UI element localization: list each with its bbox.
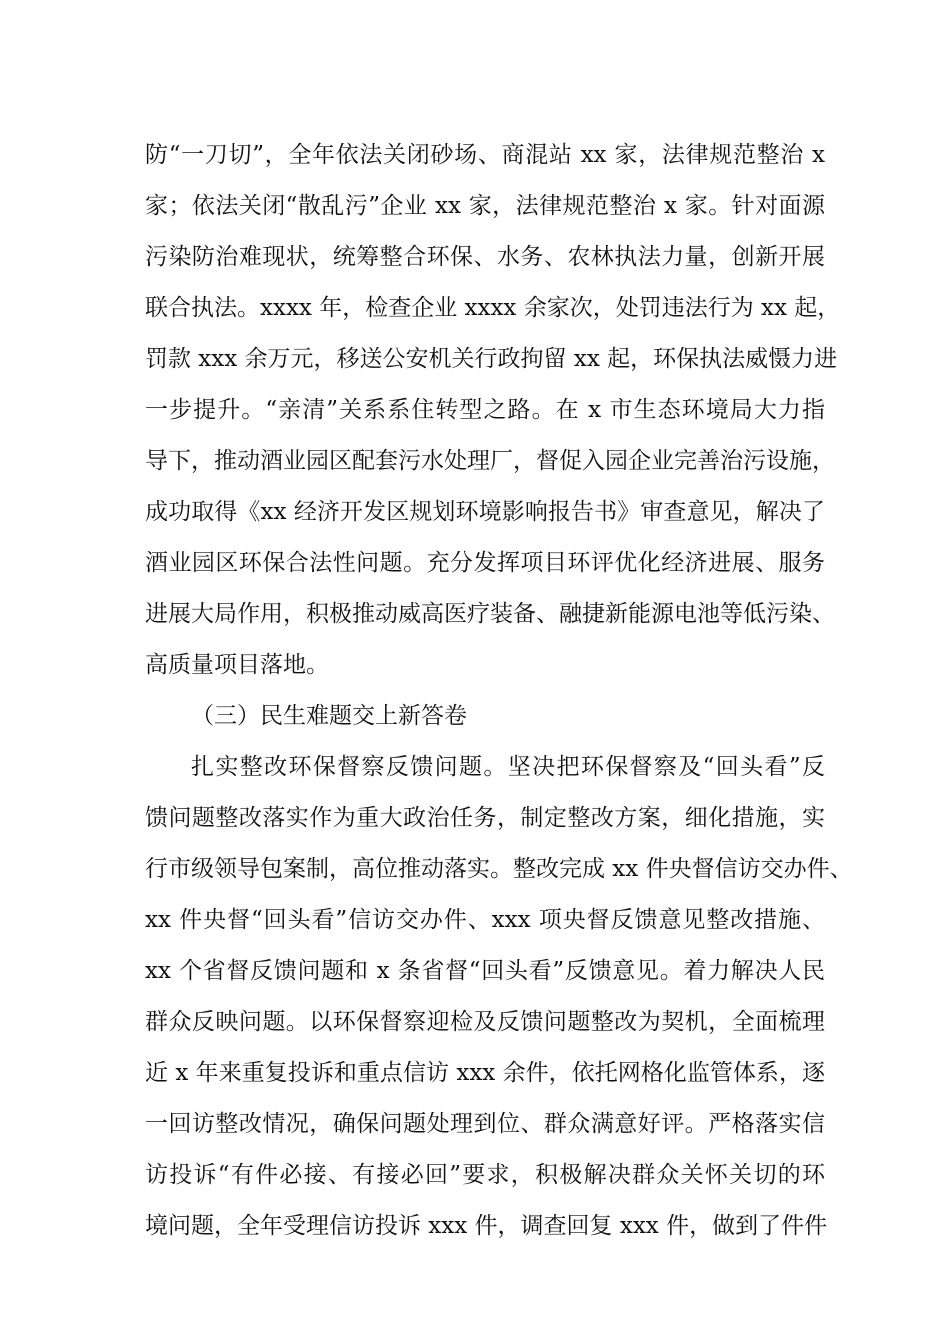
text-line: 防“一刀切”，全年依法关闭砂场、商混站 xx 家，法律规范整治 x <box>145 142 825 168</box>
text-line: 罚款 xxx 余万元，移送公安机关行政拘留 xx 起，环保执法威慑力进 <box>145 346 838 372</box>
text-line: 导下，推动酒业园区配套污水处理厂，督促入园企业完善治污设施， <box>145 448 835 474</box>
text-line: 高质量项目落地。 <box>145 652 329 678</box>
text-line: 酒业园区环保合法性问题。充分发挥项目环评优化经济进展、服务 <box>145 550 825 576</box>
text-line: 家；依法关闭“散乱污”企业 xx 家，法律规范整治 x 家。针对面源 <box>145 193 825 219</box>
text-line: 进展大局作用，积极推动威高医疗装备、融捷新能源电池等低污染、 <box>145 601 835 627</box>
text-line: 境问题，全年受理信访投诉 xxx 件，调查回复 xxx 件，做到了件件 <box>145 1213 828 1239</box>
text-line: 访投诉“有件必接、有接必回”要求，积极解决群众关怀关切的环 <box>145 1162 825 1188</box>
text-line: 污染防治难现状，统筹整合环保、水务、农林执法力量，创新开展 <box>145 244 825 270</box>
paragraph-first-line: 扎实整改环保督察反馈问题。坚决把环保督察及“回头看”反 <box>191 754 825 780</box>
text-line: 一步提升。“亲清”关系系住转型之路。在 x 市生态环境局大力指 <box>145 397 825 423</box>
text-line: 成功取得《xx 经济开发区规划环境影响报告书》审查意见，解决了 <box>145 499 825 525</box>
section-heading: （三）民生难题交上新答卷 <box>191 703 467 729</box>
text-line: 近 x 年来重复投诉和重点信访 xxx 余件，依托网格化监管体系，逐 <box>145 1060 825 1086</box>
text-line: 馈问题整改落实作为重大政治任务，制定整改方案，细化措施，实 <box>145 805 825 831</box>
text-line: 一回访整改情况，确保问题处理到位、群众满意好评。严格落实信 <box>145 1111 825 1137</box>
text-line: xx 件央督“回头看”信访交办件、xxx 项央督反馈意见整改措施、 <box>145 907 825 933</box>
text-line: 联合执法。xxxx 年，检查企业 xxxx 余家次，处罚违法行为 xx 起， <box>145 295 841 321</box>
text-line: 行市级领导包案制，高位推动落实。整改完成 xx 件央督信访交办件、 <box>145 856 853 882</box>
text-line: 群众反映问题。以环保督察迎检及反馈问题整改为契机，全面梳理 <box>145 1009 825 1035</box>
text-line: xx 个省督反馈问题和 x 条省督“回头看”反馈意见。着力解决人民 <box>145 958 825 984</box>
body-text <box>145 130 853 1252</box>
